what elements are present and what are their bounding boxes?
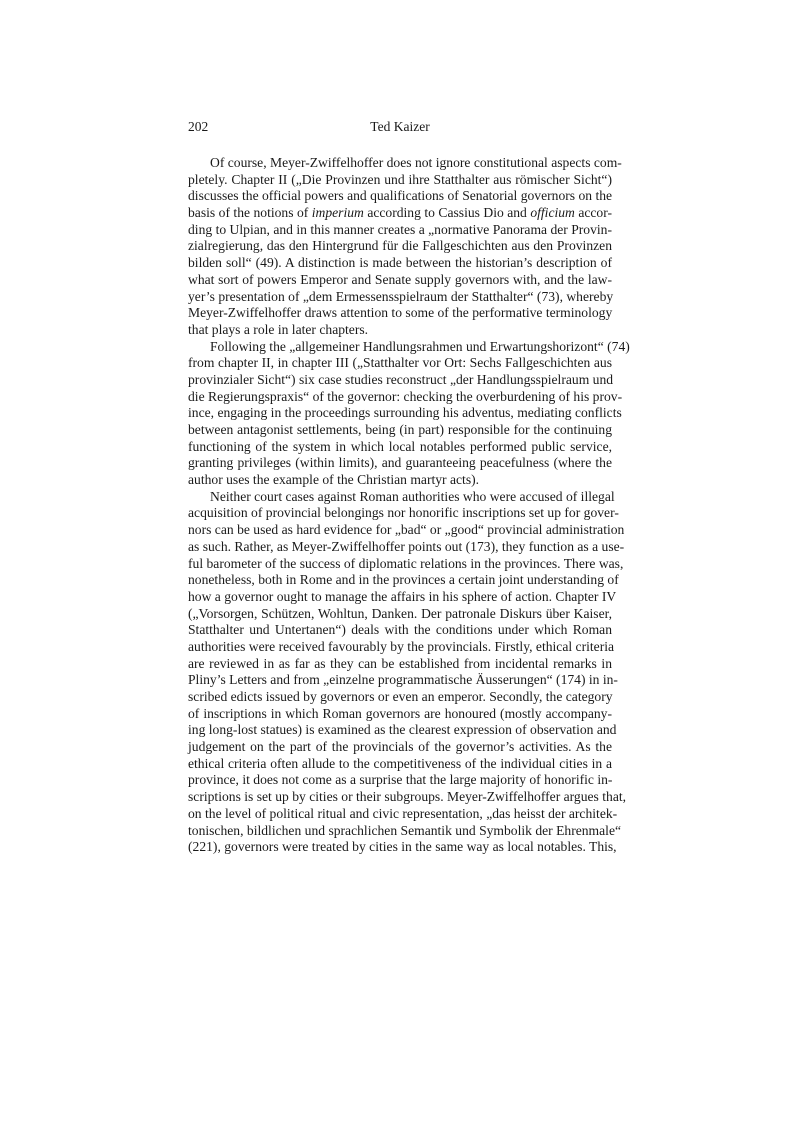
text-line: what sort of powers Emperor and Senate supply governors with, and the law- xyxy=(188,271,612,287)
text-line: pletely. Chapter II („Die Provinzen und ihre Statthalter aus römischer Sicht“) xyxy=(188,171,612,187)
text-line: on the level of political ritual and civic representation, „das heisst der architek- xyxy=(188,805,618,821)
text-line: author uses the example of the Christian martyr acts). xyxy=(188,472,480,488)
text-line: bilden soll“ (49). A distinction is made between the historian’s description of xyxy=(188,255,612,271)
text-line: judgement on the part of the provincials of the governor’s activities. As the xyxy=(188,739,612,755)
text-line: Following the „allgemeiner Handlungsrahmen und Erwartungshorizont“ (74) xyxy=(210,338,630,354)
text-line: how a governor ought to manage the affairs in his sphere of action. Chapter IV xyxy=(188,588,617,604)
text-line: authorities were received favourably by the provincials. Firstly, ethical criteria xyxy=(188,638,615,654)
text-line: from chapter II, in chapter III („Statthalter vor Ort: Sechs Fallgeschichten aus xyxy=(188,355,612,371)
body-text xyxy=(188,155,630,856)
text-line: discusses the official powers and qualifications of Senatorial governors on the xyxy=(188,188,613,204)
text-line: as such. Rather, as Meyer-Zwiffelhoffer points out (173), they function as a use- xyxy=(188,538,625,554)
paragraph xyxy=(188,338,630,489)
text-line: are reviewed in as far as they can be established from incidental remarks in xyxy=(188,655,612,671)
text-line: tonischen, bildlichen und sprachlichen Semantik und Symbolik der Ehrenmale“ xyxy=(188,822,622,838)
text-line: Neither court cases against Roman authorities who were accused of illegal xyxy=(210,488,615,504)
italic-term: officium xyxy=(530,205,575,221)
text-line: yer’s presentation of „dem Ermessensspielraum der Statthalter“ (73), whereby xyxy=(188,288,614,304)
running-head: Ted Kaizer xyxy=(370,119,430,134)
text-line: die Regierungspraxis“ of the governor: checking the overburdening of his prov- xyxy=(188,388,623,404)
text-line: provinzialer Sicht“) six case studies reconstruct „der Handlungsspielraum und xyxy=(188,371,614,387)
text-line: Pliny’s Letters and from „einzelne programmatische Äusserungen“ (174) in in- xyxy=(188,672,618,688)
text-line: nonetheless, both in Rome and in the provinces a certain joint understanding of xyxy=(188,572,619,588)
text-line: (221), governors were treated by cities in the same way as local notables. This, xyxy=(188,839,617,855)
text-line: ding to Ulpian, and in this manner creates a „normative Panorama der Provin- xyxy=(188,221,612,237)
text-line: acquisition of provincial belongings nor honorific inscriptions set up for gover- xyxy=(188,505,619,521)
text-line: scribed edicts issued by governors or even an emperor. Secondly, the category xyxy=(188,689,613,704)
text-line: Statthalter und Untertanen“) deals with the conditions under which Roman xyxy=(188,622,612,638)
page-header xyxy=(188,119,612,137)
paragraph xyxy=(188,155,622,339)
text-line: ful barometer of the success of diplomatic relations in the provinces. There was, xyxy=(188,555,624,571)
text-line: ethical criteria often allude to the competitiveness of the individual cities in a xyxy=(188,755,612,771)
text-line: province, it does not come as a surprise that the large majority of honorific in- xyxy=(188,772,613,788)
text-line: functioning of the system in which local notables performed public service, xyxy=(188,438,612,454)
text-segment: according to Cassius Dio and xyxy=(363,205,531,221)
text-line: Of course, Meyer-Zwiffelhoffer does not ignore constitutional aspects com- xyxy=(210,155,622,170)
paragraph xyxy=(188,488,627,856)
text-line: between antagonist settlements, being (in part) responsible for the continuing xyxy=(188,422,612,437)
text-line: zialregierung, das den Hintergrund für die Fallgeschichten aus den Provinzen xyxy=(188,238,612,254)
text-segment: accor- xyxy=(574,205,613,221)
text-segment: basis of the notions of xyxy=(188,205,312,221)
text-line: ince, engaging in the proceedings surrounding his adventus, mediating conflicts xyxy=(188,405,622,421)
text-line: („Vorsorgen, Schützen, Wohltun, Danken. Der patronale Diskurs über Kaiser, xyxy=(188,605,612,621)
text-line: Meyer-Zwiffelhoffer draws attention to some of the performative terminology xyxy=(188,305,613,321)
page-number: 202 xyxy=(188,119,209,134)
text-line xyxy=(188,205,612,222)
text-line: that plays a role in later chapters. xyxy=(188,321,369,337)
text-line: granting privileges (within limits), and guaranteeing peacefulness (where the xyxy=(188,455,612,471)
text-line: scriptions is set up by cities or their subgroups. Meyer-Zwiffelhoffer argues that, xyxy=(188,789,627,805)
text-line: ing long-lost statues) is examined as the clearest expression of observation and xyxy=(188,722,617,738)
italic-term: imperium xyxy=(311,205,364,221)
text-line: nors can be used as hard evidence for „bad“ or „good“ provincial administration xyxy=(188,522,625,538)
text-line: of inscriptions in which Roman governors are honoured (mostly accompany- xyxy=(188,705,612,721)
